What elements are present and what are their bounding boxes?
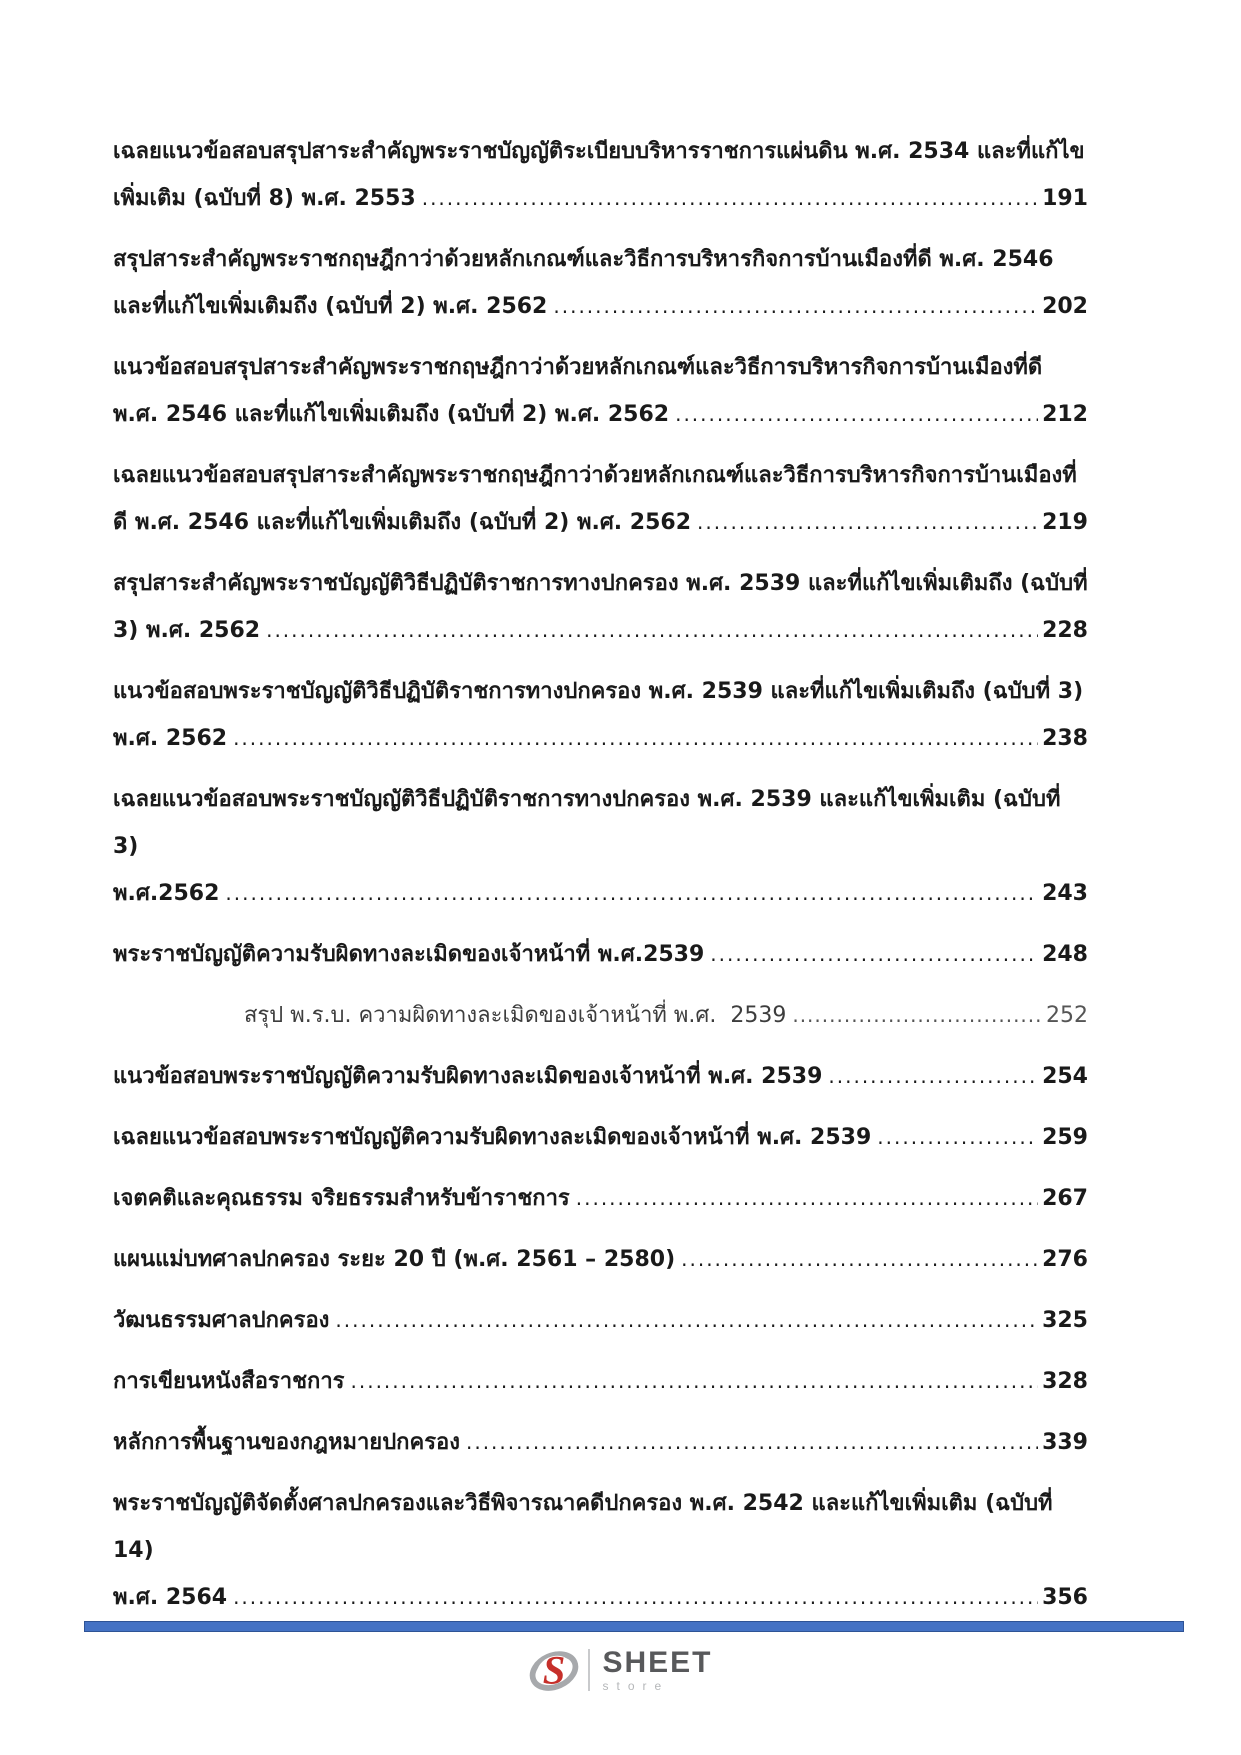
toc-entry bbox=[113, 1114, 1088, 1161]
dot-leader bbox=[828, 1053, 1038, 1100]
page-number: 267 bbox=[1042, 1186, 1088, 1211]
entry-line: พระราชบัญญัติความรับผิดทางละเมิดของเจ้าหน้าที่ พ.ศ.2539 bbox=[113, 942, 705, 967]
toc-entry bbox=[113, 1053, 1088, 1100]
toc-entry bbox=[113, 1175, 1088, 1222]
page-number: 254 bbox=[1042, 1064, 1088, 1089]
toc-entry bbox=[113, 668, 1088, 762]
toc-entry bbox=[113, 128, 1088, 222]
entry-line: สรุป พ.ร.บ. ความผิดทางละเมิดของเจ้าหน้าที่ พ.ศ. 2539 bbox=[244, 1003, 787, 1028]
entry-line: เฉลยแนวข้อสอบสรุปสาระสำคัญพระราชกฤษฎีกาว่าด้วยหลักเกณฑ์และวิธีการบริหารกิจการบ้านเมืองที่ bbox=[113, 463, 1077, 488]
page-number: 191 bbox=[1042, 186, 1088, 211]
page-number: 356 bbox=[1042, 1585, 1088, 1610]
svg-text:S: S bbox=[543, 1647, 566, 1693]
entry-line: สรุปสาระสำคัญพระราชกฤษฎีกาว่าด้วยหลักเกณฑ์และวิธีการบริหารกิจการบ้านเมืองที่ดี พ.ศ. 2546 bbox=[113, 247, 1054, 272]
page-number: 328 bbox=[1042, 1369, 1088, 1394]
entry-line: เฉลยแนวข้อสอบสรุปสาระสำคัญพระราชบัญญัติระเบียบบริหารราชการแผ่นดิน พ.ศ. 2534 และที่แก้ไข bbox=[113, 139, 1085, 164]
dot-leader bbox=[877, 1114, 1038, 1161]
toc-entry bbox=[113, 560, 1088, 654]
entry-line: แนวข้อสอบพระราชบัญญัติความรับผิดทางละเมิดของเจ้าหน้าที่ พ.ศ. 2539 bbox=[113, 1064, 823, 1089]
table-of-contents bbox=[113, 128, 1088, 1635]
dot-leader bbox=[466, 1419, 1038, 1466]
page-number: 238 bbox=[1042, 726, 1088, 751]
toc-entry bbox=[113, 931, 1088, 978]
toc-entry bbox=[113, 236, 1088, 330]
entry-line: พ.ศ. 2546 และที่แก้ไขเพิ่มเติมถึง (ฉบับที่ 2) พ.ศ. 2562 bbox=[113, 402, 670, 427]
page-number: 252 bbox=[1046, 1003, 1088, 1028]
page-number: 325 bbox=[1042, 1308, 1088, 1333]
entry-line: พ.ศ. 2564 bbox=[113, 1585, 228, 1610]
dot-leader bbox=[266, 607, 1038, 654]
dot-leader bbox=[233, 1574, 1038, 1621]
entry-line: เพิ่มเติม (ฉบับที่ 8) พ.ศ. 2553 bbox=[113, 186, 416, 211]
dot-leader bbox=[792, 992, 1042, 1039]
dot-leader bbox=[553, 283, 1038, 330]
toc-entry bbox=[113, 1358, 1088, 1405]
brand-logo bbox=[0, 1644, 1241, 1696]
entry-line: พระราชบัญญัติจัดตั้งศาลปกครองและวิธีพิจารณาคดีปกครอง พ.ศ. 2542 และแก้ไขเพิ่มเติม (ฉบับที่ 14) bbox=[113, 1491, 1053, 1563]
footer-divider-bar bbox=[84, 1621, 1184, 1632]
toc-entry bbox=[113, 776, 1088, 917]
page-number: 219 bbox=[1042, 510, 1088, 535]
page-number: 202 bbox=[1042, 294, 1088, 319]
entry-line: พ.ศ.2562 bbox=[113, 881, 220, 906]
page-number: 276 bbox=[1042, 1247, 1088, 1272]
entry-line: เฉลยแนวข้อสอบพระราชบัญญัติวิธีปฏิบัติราชการทางปกครอง พ.ศ. 2539 และแก้ไขเพิ่มเติม (ฉบับที่ 3) bbox=[113, 787, 1061, 859]
dot-leader bbox=[681, 1236, 1038, 1283]
entry-line: หลักการพื้นฐานของกฎหมายปกครอง bbox=[113, 1430, 460, 1455]
dot-leader bbox=[225, 870, 1038, 917]
entry-line: 3) พ.ศ. 2562 bbox=[113, 618, 261, 643]
dot-leader bbox=[422, 175, 1038, 222]
brand-title: SHEET bbox=[602, 1645, 713, 1679]
entry-line: เจตคติและคุณธรรม จริยธรรมสำหรับข้าราชการ bbox=[113, 1186, 570, 1211]
dot-leader bbox=[576, 1175, 1038, 1222]
dot-leader bbox=[335, 1297, 1038, 1344]
entry-line: และที่แก้ไขเพิ่มเติมถึง (ฉบับที่ 2) พ.ศ. 2562 bbox=[113, 294, 548, 319]
entry-line: แนวข้อสอบพระราชบัญญัติวิธีปฏิบัติราชการทางปกครอง พ.ศ. 2539 และที่แก้ไขเพิ่มเติมถึง (ฉบับที่ 3) bbox=[113, 679, 1084, 704]
dot-leader bbox=[675, 391, 1038, 438]
brand-subtitle: store bbox=[602, 1678, 670, 1693]
page-number: 212 bbox=[1042, 402, 1088, 427]
page-number: 339 bbox=[1042, 1430, 1088, 1455]
page-number: 248 bbox=[1042, 942, 1088, 967]
entry-line: สรุปสาระสำคัญพระราชบัญญัติวิธีปฏิบัติราชการทางปกครอง พ.ศ. 2539 และที่แก้ไขเพิ่มเติมถึง (ฉบับที่ bbox=[113, 571, 1088, 596]
toc-entry bbox=[113, 344, 1088, 438]
entry-line: ดี พ.ศ. 2546 และที่แก้ไขเพิ่มเติมถึง (ฉบับที่ 2) พ.ศ. 2562 bbox=[113, 510, 692, 535]
entry-line: เฉลยแนวข้อสอบพระราชบัญญัติความรับผิดทางละเมิดของเจ้าหน้าที่ พ.ศ. 2539 bbox=[113, 1125, 872, 1150]
entry-line: แผนแม่บทศาลปกครอง ระยะ 20 ปี (พ.ศ. 2561 – 2580) bbox=[113, 1247, 676, 1272]
entry-line: แนวข้อสอบสรุปสาระสำคัญพระราชกฤษฎีกาว่าด้วยหลักเกณฑ์และวิธีการบริหารกิจการบ้านเมืองที่ดี bbox=[113, 355, 1043, 380]
page-number: 243 bbox=[1042, 881, 1088, 906]
entry-line: วัฒนธรรมศาลปกครอง bbox=[113, 1308, 330, 1333]
dot-leader bbox=[233, 715, 1038, 762]
logo-divider bbox=[588, 1649, 590, 1691]
dot-leader bbox=[710, 931, 1038, 978]
entry-line: พ.ศ. 2562 bbox=[113, 726, 228, 751]
toc-subentry bbox=[113, 992, 1088, 1039]
entry-line: การเขียนหนังสือราชการ bbox=[113, 1369, 345, 1394]
dot-leader bbox=[697, 499, 1038, 546]
toc-entry bbox=[113, 1480, 1088, 1621]
dot-leader bbox=[351, 1358, 1039, 1405]
page-number: 259 bbox=[1042, 1125, 1088, 1150]
toc-entry bbox=[113, 1419, 1088, 1466]
sheet-store-s-icon bbox=[528, 1644, 580, 1696]
page-number: 228 bbox=[1042, 618, 1088, 643]
toc-entry bbox=[113, 1297, 1088, 1344]
toc-entry bbox=[113, 1236, 1088, 1283]
toc-entry bbox=[113, 452, 1088, 546]
